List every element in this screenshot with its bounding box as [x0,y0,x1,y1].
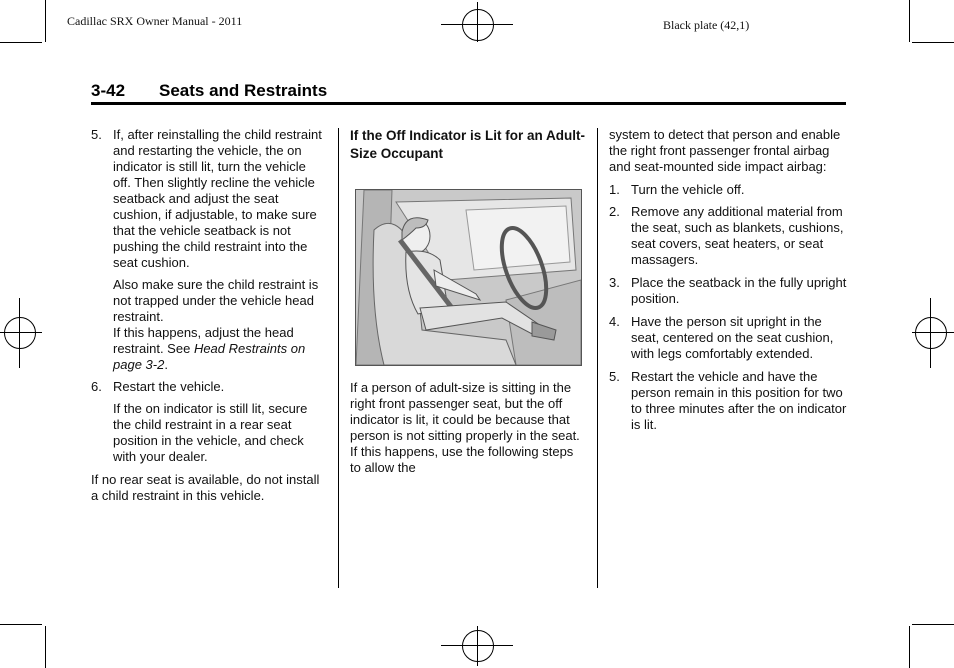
section-header [91,81,327,101]
crop-mark [45,626,46,668]
crop-mark [909,626,910,668]
step-number: 5. [91,127,102,142]
reference-prefix: If this happens, adjust the head restraint. See [113,325,294,356]
illustration-seated-passenger [355,189,582,366]
step-note: Also make sure the child restraint is not trapped under the vehicle head restraint. [113,277,319,324]
page-number: 3-42 [91,81,126,100]
crop-mark [909,0,910,42]
column-middle [350,127,586,163]
step-item [91,379,326,395]
column-divider [597,128,598,588]
closing-paragraph: If no rear seat is available, do not install a child restraint in this vehicle. [91,472,320,503]
subsection-heading: If the Off Indicator is Lit for an Adult-Size Occupant [350,128,585,161]
column-right [609,127,849,433]
step-text: Restart the vehicle and have the person remain in this position for two to three minutes after the on indicator is lit. [631,369,847,432]
crop-mark [912,624,954,625]
step-number: 5. [609,369,620,384]
step-text: Turn the vehicle off. [631,182,745,197]
crop-mark [0,42,42,43]
step-text: Restart the vehicle. [113,379,225,394]
step-number: 3. [609,275,620,290]
column-middle-body [350,380,586,476]
step-number: 1. [609,182,620,197]
step-number: 2. [609,204,620,219]
column-divider [338,128,339,588]
step-number: 6. [91,379,102,394]
step-item [609,369,849,433]
intro-paragraph: system to detect that person and enable the right front passenger frontal airbag and seat-mounted side impact airbag: [609,127,841,174]
plate-label: Black plate (42,1) [663,18,750,32]
column-left [91,127,326,504]
step-item [609,204,849,268]
step-text: Remove any additional material from the seat, such as blankets, cushions, seat covers, seat heaters, or seat massagers. [631,204,844,267]
section-title: Seats and Restraints [159,81,328,100]
crop-mark [45,0,46,42]
section-rule [91,102,846,105]
step-note-reference [91,325,326,373]
reference-suffix: . [164,357,168,372]
manual-title: Cadillac SRX Owner Manual - 2011 [67,14,243,28]
step-note: If the on indicator is still lit, secure the child restraint in a rear seat position in the vehicle, and check with your dealer. [113,401,308,464]
step-number: 4. [609,314,620,329]
crop-mark [0,624,42,625]
step-item [609,182,849,198]
step-text: Have the person sit upright in the seat, centered on the seat cushion, with legs comfortably extended. [631,314,834,361]
step-text: Place the seatback in the fully upright position. [631,275,847,306]
step-text: If, after reinstalling the child restraint and restarting the vehicle, the on indicator is still lit, turn the vehicle off. Then slightly recline the vehicle seatback and adjust the seat cushion, if adjustable, to make sure that the vehicle seatback is not pushing the child restraint into the seat cushion. [113,127,322,270]
crop-mark [912,42,954,43]
step-item [609,275,849,307]
step-item [91,127,326,271]
step-item [609,314,849,362]
body-paragraph: If a person of adult-size is sitting in the right front passenger seat, but the off indicator is lit, it could be because that person is not sitting properly in the seat. If this happens, use the following steps to allow the [350,380,580,475]
passenger-seat-illustration [356,190,581,365]
cross-reference-link[interactable]: Head Restraints on page 3-2 [113,341,306,372]
